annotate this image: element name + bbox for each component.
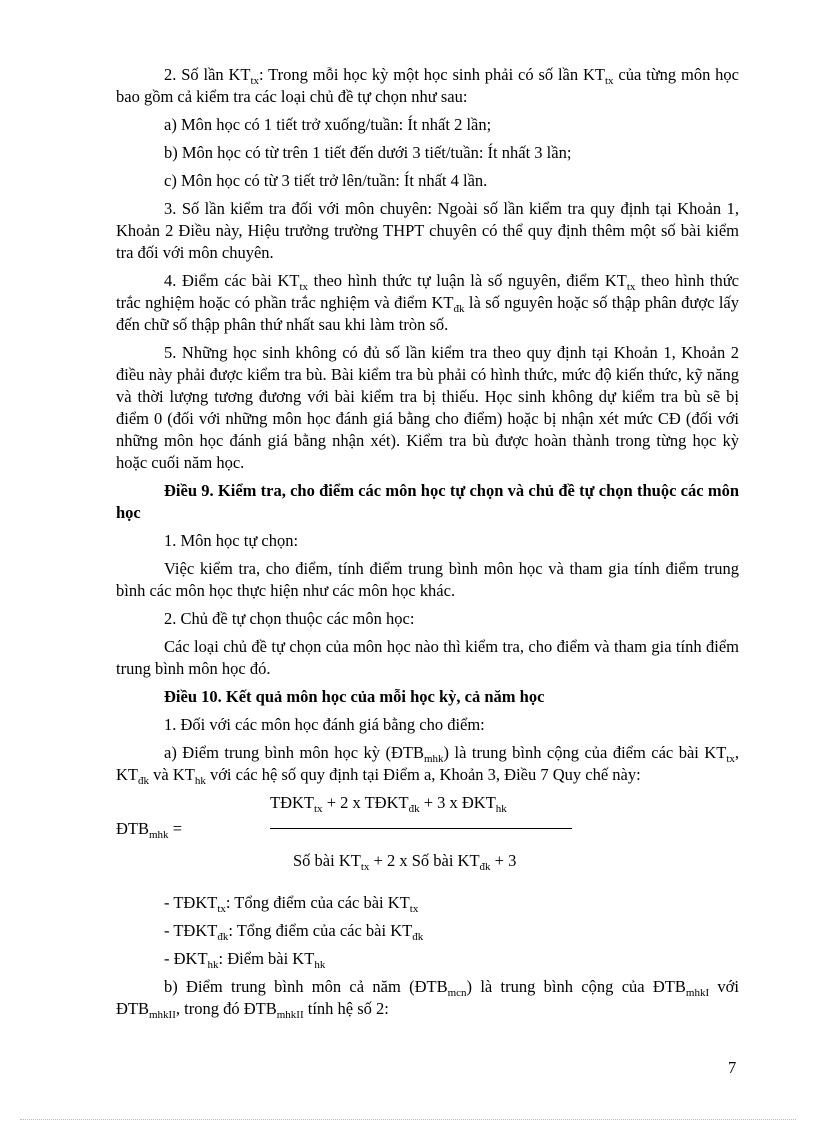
paragraph-5: 5. Những học sinh không có đủ số lần kiểm tra theo quy định tại Khoản 1, Khoản 2 điều này phải được kiểm tra bù. Bài kiểm tra bù phải có hình thức, mức độ kiến thức, kỹ năng và thời lượng tương đương với bài kiểm tra bị thiếu. Học sinh không dự kiểm tra bù sẽ bị điểm 0 (đối với những môn học đánh giá bằng cho điểm) hoặc bị nhận xét mức CĐ (đối với những môn học đánh giá bằng nhận xét). Kiểm tra bù được hoàn thành trong từng học kỳ hoặc cuối năm học. (116, 343, 739, 472)
formula-numerator: $TĐKT_{tx} + 2$ x $TĐKT_{đk} + 3$ x $ĐKT_{hk}$ (270, 793, 507, 815)
article-9-item-1-text: Việc kiểm tra, cho điểm, tính điểm trung bình môn học và tham gia tính điểm trung bình các môn học thực hiện như các môn học khác. (116, 559, 739, 600)
page-number: 7 (728, 1058, 737, 1077)
document-page (116, 64, 739, 1026)
list-item-b: b) Môn học có từ trên 1 tiết đến dưới 3 tiết/tuần: Ít nhất 3 lần; (164, 143, 572, 162)
heading-article-10: Điều 10. Kết quả môn học của mỗi học kỳ, cả năm học (164, 687, 545, 706)
paragraph-2: 2. Số lần $KT_{tx}$: Trong mỗi học kỳ một học sinh phải có số lần $KT_{tx}$ của từng môn học bao gồm cả kiểm tra các loại chủ đề tự chọn như sau: (116, 65, 739, 106)
definition-tdkt-tx: - $TĐKT_{tx}$: Tổng điểm của các bài $KT_{tx}$ (164, 893, 419, 915)
fraction-bar (270, 828, 572, 829)
formula-dtb-mhk (116, 792, 739, 884)
definition-tdkt-dk: - $TĐKT_{đk}$: Tổng điểm của các bài $KT_{đk}$ (164, 921, 424, 943)
article-9-item-1: 1. Môn học tự chọn: (164, 531, 299, 550)
article-10-item-b: b) Điểm trung bình môn cả năm $(ĐTB_{mcn})$ là trung bình cộng của $ĐTB_{mhkI}$ với $ĐTB_{mhkII}$, trong đó $ĐTB_{mhkII}$ tính hệ số 2: (116, 977, 739, 1021)
article-9-item-2-text: Các loại chủ đề tự chọn của môn học nào thì kiểm tra, cho điểm và tham gia tính điểm trung bình môn học đó. (116, 637, 739, 678)
article-10-item-1: 1. Đối với các môn học đánh giá bằng cho điểm: (164, 715, 485, 734)
formula-lhs: $ĐTB_{mhk}$ = (116, 819, 182, 841)
paragraph-4: 4. Điểm các bài $KT_{tx}$ theo hình thức tự luận là số nguyên, điểm $KT_{tx}$ theo hình thức trắc nghiệm hoặc có phần trắc nghiệm và điểm $KT_{đk}$ là số nguyên hoặc số thập phân được lấy đến chữ số thập phân thứ nhất sau khi làm tròn số. (116, 271, 739, 334)
formula-denominator: Số bài $KT_{tx} + 2$ x Số bài $KT_{đk} + 3$ (293, 851, 517, 873)
page-bottom-border (20, 1119, 796, 1120)
list-item-a: a) Môn học có 1 tiết trở xuống/tuần: Ít nhất 2 lần; (164, 115, 492, 134)
article-9-item-2: 2. Chủ đề tự chọn thuộc các môn học: (164, 609, 415, 628)
article-10-item-a: a) Điểm trung bình môn học kỳ $(ĐTB_{mhk})$ là trung bình cộng của điểm các bài $KT_{tx}$, $KT_{đk}$ và $KT_{hk}$ với các hệ số quy định tại Điểm a, Khoản 3, Điều 7 Quy chế này: (116, 743, 739, 787)
heading-article-9: Điều 9. Kiểm tra, cho điểm các môn học tự chọn và chủ đề tự chọn thuộc các môn học (116, 481, 739, 522)
paragraph-3: 3. Số lần kiểm tra đối với môn chuyên: Ngoài số lần kiểm tra quy định tại Khoản 1, Khoản 2 Điều này, Hiệu trưởng trường THPT chuyên có thể quy định thêm một số bài kiểm tra đối với môn chuyên. (116, 199, 739, 262)
definition-dkt-hk: - $ĐKT_{hk}$: Điểm bài $KT_{hk}$ (164, 949, 326, 971)
list-item-c: c) Môn học có từ 3 tiết trở lên/tuần: Ít nhất 4 lần. (164, 171, 488, 190)
